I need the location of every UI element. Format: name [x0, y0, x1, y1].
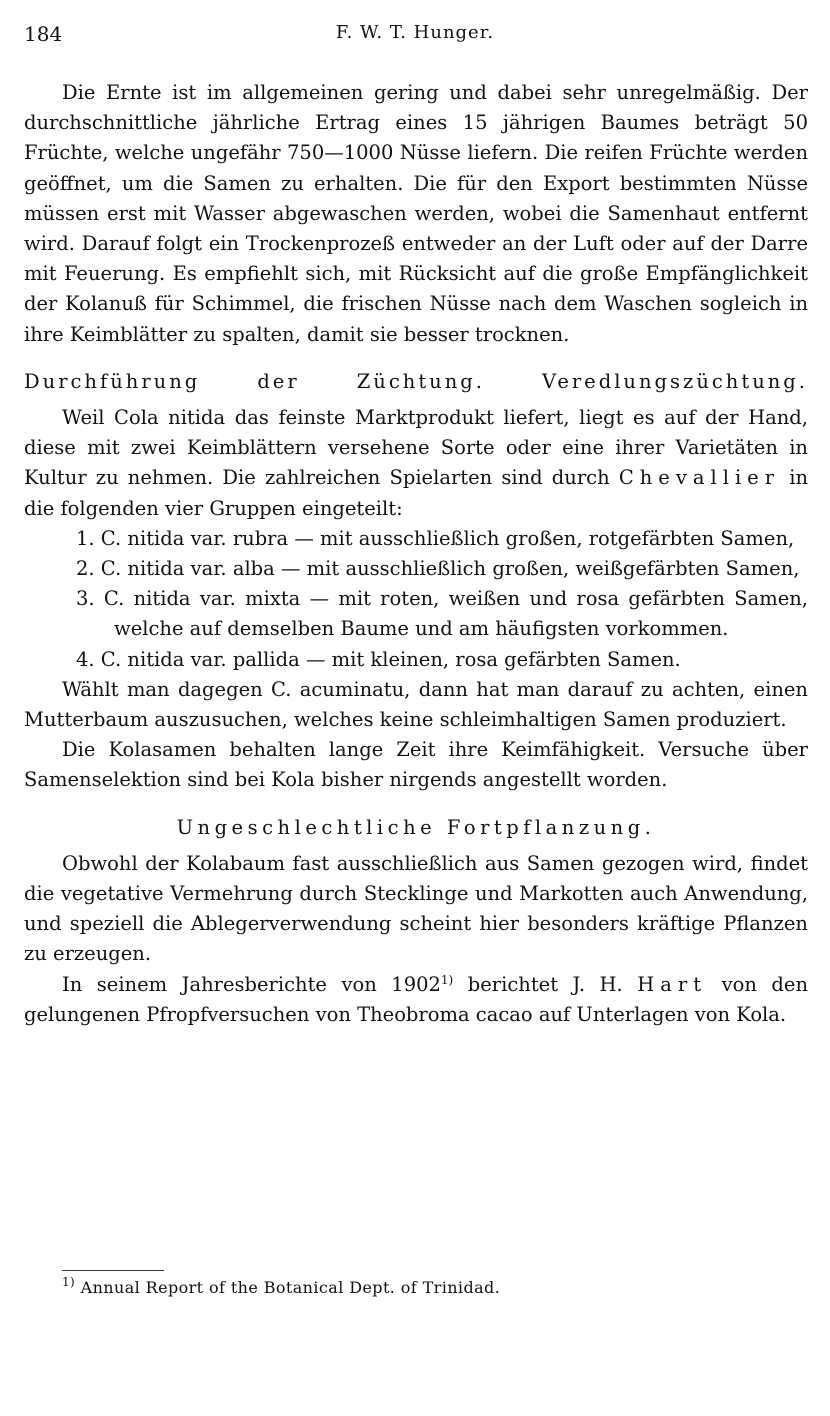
author-name-chevallier: Chevallier	[618, 466, 781, 490]
footnote-reference: 1)	[440, 972, 454, 987]
propagation-paragraph: Obwohl der Kolabaum fast ausschließlich aus Samen gezogen wird, findet die vegetative Vermehrung durch Stecklinge und Markotten auch Anwendung, und speziell die Ablegerverwendung scheint hier besonders kräftige Pflanzen zu erzeugen.	[24, 851, 808, 966]
running-head: F. W. T. Hunger.	[335, 22, 495, 43]
variety-item-mixta: 3. C. nitida var. mixta — mit roten, weißen und rosa gefärbten Samen, welche auf demselben Baume und am häufigsten vorkommen.	[76, 587, 808, 641]
author-name-hart: Hart	[637, 972, 708, 996]
variety-item-rubra: 1. C. nitida var. rubra — mit ausschließlich großen, rotgefärbten Samen,	[76, 526, 795, 550]
footnote-divider	[62, 1270, 164, 1271]
main-text	[24, 78, 808, 1030]
grafting-text-mid: berichtet J. H.	[467, 972, 623, 996]
grafting-text-start: In seinem Jahresberichte von 1902	[62, 972, 441, 996]
section-heading-propagation: Ungeschlechtliche Fortpflanzung.	[176, 815, 656, 839]
page-number: 184	[24, 22, 63, 46]
grafting-paragraph	[24, 970, 808, 1030]
seed-viability-paragraph: Die Kolasamen behalten lange Zeit ihre Keimfähigkeit. Versuche über Samenselektion sind bei Kola bisher nirgends angestellt worden.	[24, 738, 808, 792]
variety-item-pallida: 4. C. nitida var. pallida — mit kleinen, rosa gefärbten Samen.	[76, 647, 681, 671]
acuminata-paragraph: Wählt man dagegen C. acuminatu, dann hat man darauf zu achten, einen Mutterbaum auszusuchen, welches keine schleimhaltigen Samen produziert.	[24, 677, 808, 732]
varieties-intro-text: Weil Cola nitida das feinste Marktprodukt liefert, liegt es auf der Hand, diese mit zwei Keimblättern versehene Sorte oder eine ihrer Varietäten in Kultur zu nehmen. Die zahlreichen Spielarten sind durch	[24, 406, 808, 490]
grafting-text-end: von den gelungenen Pfropfversuchen von Theobroma cacao auf Unterlagen von Kola.	[24, 972, 808, 1026]
page-header	[24, 22, 806, 54]
harvest-paragraph: Die Ernte ist im allgemeinen gering und dabei sehr unregelmäßig. Der durchschnittliche jährliche Ertrag eines 15 jährigen Baumes beträgt 50 Früchte, welche ungefähr 750—1000 Nüsse liefern. Die reifen Früchte werden geöffnet, um die Samen zu erhalten. Die für den Export bestimmten Nüsse müssen erst mit Wasser abgewaschen werden, wobei die Samenhaut entfernt wird. Darauf folgt ein Trockenprozeß entweder an der Luft oder auf der Darre mit Feuerung. Es empfiehlt sich, mit Rücksicht auf die große Empfänglichkeit der Kolanuß für Schimmel, die frischen Nüsse nach dem Waschen sogleich in ihre Keimblätter zu spalten, damit sie besser trocknen.	[24, 81, 808, 346]
footnote	[62, 1276, 802, 1300]
varieties-intro-end: in die folgenden vier Gruppen eingeteilt:	[24, 466, 808, 520]
footnote-marker: 1)	[62, 1275, 76, 1289]
varieties-intro-paragraph	[24, 403, 808, 524]
variety-item-alba: 2. C. nitida var. alba — mit ausschließlich großen, weißgefärbten Samen,	[76, 557, 800, 581]
footnote-text: Annual Report of the Botanical Dept. of Trinidad.	[80, 1278, 501, 1297]
section-heading-breeding: Durchführung der Züchtung. Veredlungszüchtung.	[24, 369, 808, 393]
variety-list	[24, 524, 808, 675]
